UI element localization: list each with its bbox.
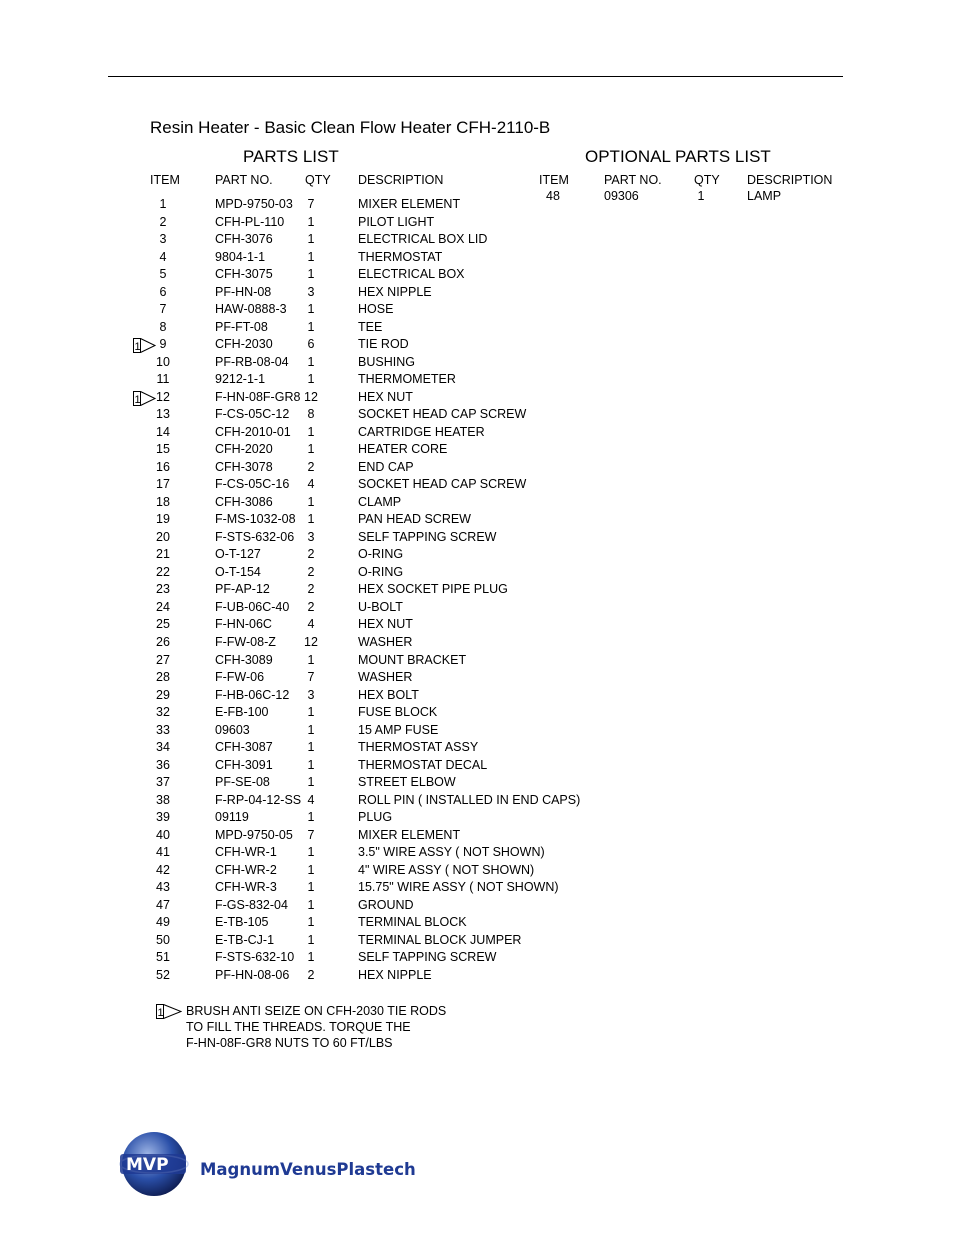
- parts-part-no-cell: PF-AP-12: [215, 582, 270, 596]
- parts-description-cell: CARTRIDGE HEATER: [358, 425, 485, 439]
- table-row: [0, 915, 954, 932]
- parts-item-cell: 40: [156, 828, 170, 842]
- parts-item-cell: 34: [156, 740, 170, 754]
- parts-description-cell: STREET ELBOW: [358, 775, 456, 789]
- parts-description-cell: HEX BOLT: [358, 688, 419, 702]
- table-row: [0, 565, 954, 582]
- parts-description-cell: MOUNT BRACKET: [358, 653, 467, 667]
- parts-item-cell: 20: [156, 530, 170, 544]
- table-row: [0, 723, 954, 740]
- parts-description-cell: HEX NIPPLE: [358, 968, 432, 982]
- parts-qty-cell: 1: [307, 880, 315, 894]
- parts-qty-cell: 2: [307, 968, 315, 982]
- parts-part-no-cell: CFH-3089: [215, 653, 273, 667]
- parts-part-no-cell: CFH-3076: [215, 232, 273, 246]
- parts-item-cell: 11: [156, 372, 170, 386]
- parts-description-cell: U-BOLT: [358, 600, 403, 614]
- note-line: TO FILL THE THREADS. TORQUE THE: [186, 1020, 411, 1034]
- parts-description-cell: END CAP: [358, 460, 414, 474]
- parts-item-cell: 47: [156, 898, 170, 912]
- parts-item-cell: 1: [159, 197, 167, 211]
- parts-description-cell: SOCKET HEAD CAP SCREW: [358, 477, 527, 491]
- parts-description-cell: HEX NUT: [358, 390, 413, 404]
- parts-part-no-cell: 9212-1-1: [215, 372, 266, 386]
- table-row: [0, 337, 954, 354]
- parts-description-cell: THERMOSTAT DECAL: [358, 758, 488, 772]
- parts-qty-cell: 4: [307, 617, 315, 631]
- table-row: [0, 267, 954, 284]
- parts-qty-cell: 1: [307, 250, 315, 264]
- parts-part-no-cell: PF-RB-08-04: [215, 355, 289, 369]
- parts-item-cell: 27: [156, 653, 170, 667]
- parts-description-cell: 15 AMP FUSE: [358, 723, 439, 737]
- optional-parts-list-title: OPTIONAL PARTS LIST: [585, 147, 771, 166]
- table-row: [0, 355, 954, 372]
- table-row: [0, 547, 954, 564]
- table-row: [0, 740, 954, 757]
- table-row: [0, 582, 954, 599]
- parts-part-no-cell: PF-FT-08: [215, 320, 268, 334]
- parts-item-cell: 13: [156, 407, 170, 421]
- parts-part-no-cell: F-UB-06C-40: [215, 600, 290, 614]
- parts-part-no-cell: PF-SE-08: [215, 775, 270, 789]
- parts-item-cell: 5: [159, 267, 167, 281]
- note-flag-icon: [133, 338, 157, 353]
- parts-part-no-cell: PF-HN-08: [215, 285, 272, 299]
- parts-qty-cell: 2: [307, 600, 315, 614]
- parts-qty-cell: 1: [307, 442, 315, 456]
- table-row: [0, 950, 954, 967]
- parts-qty-cell: 1: [307, 267, 315, 281]
- table-row: [0, 285, 954, 302]
- parts-item-cell: 6: [159, 285, 167, 299]
- table-row: [0, 828, 954, 845]
- parts-description-cell: MIXER ELEMENT: [358, 197, 461, 211]
- parts-qty-cell: 1: [307, 723, 315, 737]
- parts-description-cell: O-RING: [358, 547, 404, 561]
- parts-description-cell: TERMINAL BLOCK: [358, 915, 467, 929]
- parts-description-cell: ELECTRICAL BOX: [358, 267, 465, 281]
- optional-header-description: DESCRIPTION: [747, 173, 833, 187]
- table-row: [0, 250, 954, 267]
- parts-part-no-cell: F-MS-1032-08: [215, 512, 296, 526]
- parts-part-no-cell: O-T-154: [215, 565, 261, 579]
- parts-description-cell: ELECTRICAL BOX LID: [358, 232, 488, 246]
- table-row: [0, 477, 954, 494]
- parts-qty-cell: 4: [307, 793, 315, 807]
- parts-item-cell: 51: [156, 950, 170, 964]
- parts-list-title: PARTS LIST: [243, 147, 339, 166]
- parts-part-no-cell: CFH-2010-01: [215, 425, 291, 439]
- table-row: [0, 189, 954, 206]
- page-title: Resin Heater - Basic Clean Flow Heater CFH-2110-B: [150, 118, 551, 137]
- parts-part-no-cell: F-FW-06: [215, 670, 265, 684]
- parts-part-no-cell: CFH-3091: [215, 758, 273, 772]
- table-row: [0, 600, 954, 617]
- parts-item-cell: 14: [156, 425, 170, 439]
- parts-part-no-cell: 09119: [215, 810, 249, 824]
- parts-description-cell: GROUND: [358, 898, 414, 912]
- parts-qty-cell: 2: [307, 582, 315, 596]
- table-row: [0, 232, 954, 249]
- parts-qty-cell: 1: [307, 915, 315, 929]
- table-row: [0, 302, 954, 319]
- parts-item-cell: 2: [159, 215, 167, 229]
- parts-part-no-cell: CFH-WR-1: [215, 845, 277, 859]
- parts-item-cell: 49: [156, 915, 170, 929]
- table-row: [0, 688, 954, 705]
- table-row: [0, 390, 954, 407]
- parts-item-cell: 22: [156, 565, 170, 579]
- parts-description-cell: SELF TAPPING SCREW: [358, 950, 497, 964]
- table-row: [0, 653, 954, 670]
- parts-qty-cell: 1: [307, 705, 315, 719]
- parts-part-no-cell: F-CS-05C-16: [215, 477, 290, 491]
- parts-part-no-cell: CFH-2020: [215, 442, 273, 456]
- table-row: [0, 880, 954, 897]
- parts-qty-cell: 12: [304, 390, 318, 404]
- parts-qty-cell: 2: [307, 547, 315, 561]
- parts-qty-cell: 1: [307, 232, 315, 246]
- parts-description-cell: WASHER: [358, 635, 413, 649]
- parts-qty-cell: 1: [307, 653, 315, 667]
- table-row: [0, 845, 954, 862]
- parts-item-cell: 4: [159, 250, 167, 264]
- parts-item-cell: 29: [156, 688, 170, 702]
- logo-mark: MVP: [126, 1155, 169, 1175]
- parts-qty-cell: 1: [307, 372, 315, 386]
- parts-qty-cell: 1: [307, 215, 315, 229]
- parts-part-no-cell: 09603: [215, 723, 250, 737]
- parts-item-cell: 15: [156, 442, 170, 456]
- parts-part-no-cell: E-FB-100: [215, 705, 269, 719]
- flag-number: 1: [134, 341, 141, 353]
- mvp-logo: [118, 1130, 418, 1200]
- parts-qty-cell: 1: [307, 810, 315, 824]
- table-row: [0, 372, 954, 389]
- parts-part-no-cell: F-STS-632-10: [215, 950, 295, 964]
- parts-qty-cell: 2: [307, 460, 315, 474]
- parts-part-no-cell: MPD-9750-03: [215, 197, 293, 211]
- note-flag-icon: [156, 1004, 182, 1019]
- parts-qty-cell: 1: [307, 933, 315, 947]
- parts-item-cell: 3: [159, 232, 167, 246]
- parts-qty-cell: 1: [307, 355, 315, 369]
- parts-part-no-cell: CFH-WR-3: [215, 880, 277, 894]
- parts-item-cell: 12: [156, 390, 170, 404]
- parts-part-no-cell: F-HN-06C: [215, 617, 272, 631]
- parts-description-cell: FUSE BLOCK: [358, 705, 438, 719]
- parts-part-no-cell: CFH-3086: [215, 495, 273, 509]
- table-row: [0, 810, 954, 827]
- optional-description-cell: LAMP: [747, 189, 782, 203]
- parts-part-no-cell: F-FW-08-Z: [215, 635, 276, 649]
- parts-qty-cell: 1: [307, 950, 315, 964]
- parts-qty-cell: 1: [307, 863, 315, 877]
- parts-description-cell: THERMOSTAT ASSY: [358, 740, 479, 754]
- header-rule: [108, 76, 843, 77]
- parts-item-cell: 37: [156, 775, 170, 789]
- note-flag-icon: [133, 391, 157, 406]
- parts-part-no-cell: CFH-3075: [215, 267, 273, 281]
- parts-item-cell: 8: [159, 320, 167, 334]
- table-row: [0, 670, 954, 687]
- parts-part-no-cell: F-GS-832-04: [215, 898, 288, 912]
- parts-description-cell: WASHER: [358, 670, 413, 684]
- parts-qty-cell: 3: [307, 688, 315, 702]
- parts-part-no-cell: HAW-0888-3: [215, 302, 287, 316]
- parts-part-no-cell: F-CS-05C-12: [215, 407, 290, 421]
- table-row: [0, 442, 954, 459]
- optional-qty-cell: 1: [697, 189, 705, 203]
- parts-part-no-cell: E-TB-CJ-1: [215, 933, 275, 947]
- parts-qty-cell: 3: [307, 530, 315, 544]
- parts-description-cell: HEX NUT: [358, 617, 413, 631]
- parts-qty-cell: 1: [307, 758, 315, 772]
- parts-part-no-cell: F-STS-632-06: [215, 530, 295, 544]
- parts-description-cell: TIE ROD: [358, 337, 409, 351]
- parts-item-cell: 16: [156, 460, 170, 474]
- optional-item-cell: 48: [546, 189, 560, 203]
- parts-item-cell: 9: [159, 337, 167, 351]
- table-row: [0, 705, 954, 722]
- parts-part-no-cell: F-HN-08F-GR8: [215, 390, 301, 404]
- parts-description-cell: THERMOMETER: [358, 372, 456, 386]
- parts-header-qty: QTY: [305, 173, 331, 187]
- parts-qty-cell: 8: [307, 407, 315, 421]
- table-row: [0, 512, 954, 529]
- optional-header-item: ITEM: [539, 173, 569, 187]
- note-line: F-HN-08F-GR8 NUTS TO 60 FT/LBS: [186, 1036, 393, 1050]
- parts-description-cell: SOCKET HEAD CAP SCREW: [358, 407, 527, 421]
- parts-description-cell: PILOT LIGHT: [358, 215, 435, 229]
- parts-description-cell: 3.5" WIRE ASSY ( NOT SHOWN): [358, 845, 545, 859]
- table-row: [0, 530, 954, 547]
- table-row: [0, 407, 954, 424]
- optional-header-part-no: PART NO.: [604, 173, 662, 187]
- table-row: [0, 758, 954, 775]
- parts-qty-cell: 4: [307, 477, 315, 491]
- parts-qty-cell: 1: [307, 775, 315, 789]
- note-text: [186, 1003, 446, 1051]
- parts-item-cell: 41: [156, 845, 170, 859]
- parts-item-cell: 36: [156, 758, 170, 772]
- parts-description-cell: 15.75" WIRE ASSY ( NOT SHOWN): [358, 880, 559, 894]
- table-row: [0, 933, 954, 950]
- parts-item-cell: 23: [156, 582, 170, 596]
- table-row: [0, 775, 954, 792]
- table-row: [0, 425, 954, 442]
- table-row: [0, 617, 954, 634]
- parts-qty-cell: 7: [307, 828, 315, 842]
- parts-description-cell: CLAMP: [358, 495, 402, 509]
- parts-description-cell: PAN HEAD SCREW: [358, 512, 471, 526]
- parts-item-cell: 19: [156, 512, 170, 526]
- parts-qty-cell: 1: [307, 512, 315, 526]
- parts-part-no-cell: F-RP-04-12-SS: [215, 793, 302, 807]
- parts-item-cell: 25: [156, 617, 170, 631]
- table-row: [0, 968, 954, 985]
- parts-qty-cell: 1: [307, 495, 315, 509]
- parts-description-cell: HOSE: [358, 302, 394, 316]
- parts-description-cell: MIXER ELEMENT: [358, 828, 461, 842]
- optional-part-no-cell: 09306: [604, 189, 639, 203]
- parts-item-cell: 18: [156, 495, 170, 509]
- parts-qty-cell: 1: [307, 320, 315, 334]
- parts-description-cell: THERMOSTAT: [358, 250, 443, 264]
- table-row: [0, 898, 954, 915]
- parts-description-cell: TEE: [358, 320, 383, 334]
- parts-item-cell: 26: [156, 635, 170, 649]
- parts-qty-cell: 3: [307, 285, 315, 299]
- parts-qty-cell: 1: [307, 740, 315, 754]
- parts-part-no-cell: CFH-2030: [215, 337, 273, 351]
- table-row: [0, 793, 954, 810]
- parts-part-no-cell: F-HB-06C-12: [215, 688, 290, 702]
- parts-description-cell: TERMINAL BLOCK JUMPER: [358, 933, 522, 947]
- flag-number: 1: [134, 394, 141, 406]
- parts-qty-cell: 7: [307, 670, 315, 684]
- parts-description-cell: HEX SOCKET PIPE PLUG: [358, 582, 508, 596]
- parts-part-no-cell: CFH-PL-110: [215, 215, 285, 229]
- parts-item-cell: 7: [159, 302, 167, 316]
- parts-header-description: DESCRIPTION: [358, 173, 444, 187]
- parts-item-cell: 17: [156, 477, 170, 491]
- parts-qty-cell: 1: [307, 302, 315, 316]
- parts-description-cell: 4" WIRE ASSY ( NOT SHOWN): [358, 863, 535, 877]
- parts-part-no-cell: MPD-9750-05: [215, 828, 293, 842]
- parts-qty-cell: 1: [307, 425, 315, 439]
- logo-brand: MagnumVenusPlastech: [200, 1160, 416, 1179]
- parts-description-cell: ROLL PIN ( INSTALLED IN END CAPS): [358, 793, 581, 807]
- parts-item-cell: 21: [156, 547, 170, 561]
- parts-qty-cell: 6: [307, 337, 315, 351]
- parts-description-cell: BUSHING: [358, 355, 415, 369]
- parts-qty-cell: 7: [307, 197, 315, 211]
- parts-part-no-cell: CFH-3078: [215, 460, 273, 474]
- parts-item-cell: 42: [156, 863, 170, 877]
- note-line: BRUSH ANTI SEIZE ON CFH-2030 TIE RODS: [186, 1004, 447, 1018]
- parts-item-cell: 38: [156, 793, 170, 807]
- parts-description-cell: SELF TAPPING SCREW: [358, 530, 497, 544]
- table-row: [0, 635, 954, 652]
- table-row: [0, 863, 954, 880]
- parts-description-cell: HEATER CORE: [358, 442, 448, 456]
- parts-item-cell: 39: [156, 810, 170, 824]
- parts-description-cell: PLUG: [358, 810, 393, 824]
- parts-qty-cell: 12: [304, 635, 318, 649]
- parts-item-cell: 10: [156, 355, 170, 369]
- parts-item-cell: 24: [156, 600, 170, 614]
- parts-part-no-cell: CFH-WR-2: [215, 863, 277, 877]
- parts-qty-cell: 2: [307, 565, 315, 579]
- parts-item-cell: 52: [156, 968, 170, 982]
- parts-item-cell: 43: [156, 880, 170, 894]
- parts-item-cell: 28: [156, 670, 170, 684]
- parts-part-no-cell: PF-HN-08-06: [215, 968, 290, 982]
- parts-description-cell: O-RING: [358, 565, 404, 579]
- parts-item-cell: 50: [156, 933, 170, 947]
- parts-description-cell: HEX NIPPLE: [358, 285, 432, 299]
- parts-qty-cell: 1: [307, 898, 315, 912]
- optional-header-qty: QTY: [694, 173, 720, 187]
- table-row: [0, 495, 954, 512]
- parts-part-no-cell: 9804-1-1: [215, 250, 266, 264]
- parts-part-no-cell: CFH-3087: [215, 740, 273, 754]
- parts-header-item: ITEM: [150, 173, 180, 187]
- parts-item-cell: 32: [156, 705, 170, 719]
- table-row: [0, 460, 954, 477]
- table-row: [0, 320, 954, 337]
- parts-part-no-cell: O-T-127: [215, 547, 261, 561]
- parts-header-part-no: PART NO.: [215, 173, 273, 187]
- parts-item-cell: 33: [156, 723, 170, 737]
- parts-part-no-cell: E-TB-105: [215, 915, 269, 929]
- table-row: [0, 215, 954, 232]
- parts-qty-cell: 1: [307, 845, 315, 859]
- note-flag-number: 1: [157, 1007, 164, 1019]
